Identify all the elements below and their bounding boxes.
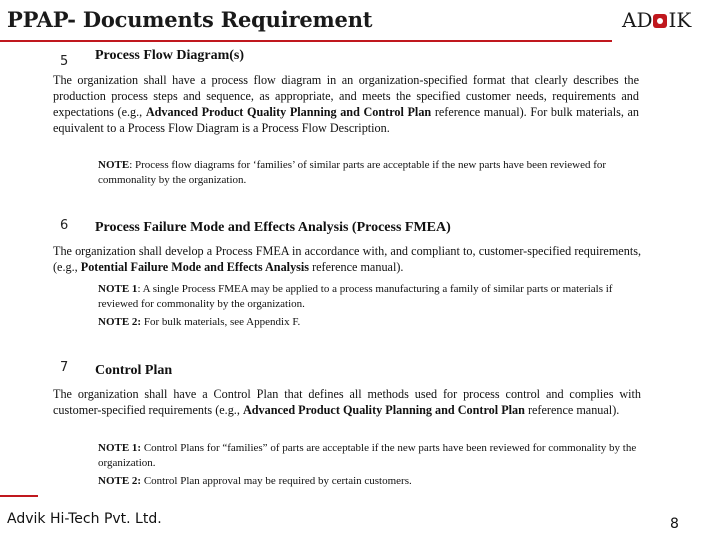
reference-title: Advanced Product Quality Planning and Control Plan [145, 105, 432, 119]
note [98, 158, 640, 188]
note-label: NOTE 1: [98, 442, 142, 454]
note-label: NOTE 2: [98, 475, 142, 487]
paragraph-text: The organization shall develop a Process FMEA in accordance with, and compliant to, customer-specified requirements, (e.g., [53, 244, 641, 274]
page-number: 8 [670, 516, 679, 532]
note [98, 441, 642, 471]
logo-mark-icon [653, 14, 667, 28]
company-logo [622, 8, 691, 32]
section-title: Process Failure Mode and Effects Analysis (Process FMEA) [95, 220, 451, 235]
section-number: 7 [60, 360, 69, 375]
paragraph-text: The organization shall have a Control Plan that defines all methods used for process control and complies with customer-specified requirements (e.g., [53, 387, 641, 417]
note-label: NOTE 2: [98, 316, 142, 328]
note-text: For bulk materials, see Appendix F. [141, 316, 301, 328]
note-label: NOTE 1 [98, 283, 138, 295]
section-notes [98, 441, 642, 489]
section-paragraph [53, 72, 639, 136]
note [98, 282, 642, 312]
section-paragraph [53, 386, 641, 418]
reference-title: Advanced Product Quality Planning and Control Plan [242, 403, 525, 417]
logo-text-right: IK [668, 8, 692, 32]
note [98, 315, 642, 330]
footer-company: Advik Hi-Tech Pvt. Ltd. [7, 511, 162, 527]
note-text: : Process flow diagrams for ‘families’ of similar parts are acceptable if the new parts have been reviewed for commonality by the organization. [98, 159, 607, 186]
paragraph-text: The organization shall have a process flow diagram in an organization-specified format that clearly describes the production process steps and sequence, as appropriate, and meets the specified customer needs, requirements and expectations (e.g., [53, 73, 639, 119]
note [98, 474, 642, 489]
section-title: Process Flow Diagram(s) [95, 48, 245, 63]
page-title: PPAP- Documents Requirement [7, 7, 373, 32]
paragraph-text: reference manual). [524, 403, 620, 417]
section-notes [98, 282, 642, 330]
section-notes [98, 158, 640, 188]
header-divider [0, 40, 612, 42]
note-text: Control Plans for “families” of parts are acceptable if the new parts have been reviewed for commonality by the organization. [98, 442, 637, 469]
section-number: 5 [60, 54, 69, 69]
note-label: NOTE [98, 159, 130, 171]
note-text: : A single Process FMEA may be applied to a process manufacturing a family of similar parts or materials if reviewed for commonality by the organization. [98, 283, 613, 310]
footer-divider [0, 495, 38, 497]
note-text: Control Plan approval may be required by certain customers. [141, 475, 412, 487]
section-number: 6 [60, 218, 69, 233]
paragraph-text: reference manual). For bulk materials, an equivalent to a Process Flow Diagram is a Process Flow Description. [53, 105, 639, 135]
section-paragraph [53, 243, 641, 275]
logo-text-left: AD [622, 8, 653, 32]
paragraph-text: reference manual). [309, 260, 404, 274]
reference-title: Potential Failure Mode and Effects Analysis [80, 260, 310, 274]
section-title: Control Plan [95, 363, 173, 378]
